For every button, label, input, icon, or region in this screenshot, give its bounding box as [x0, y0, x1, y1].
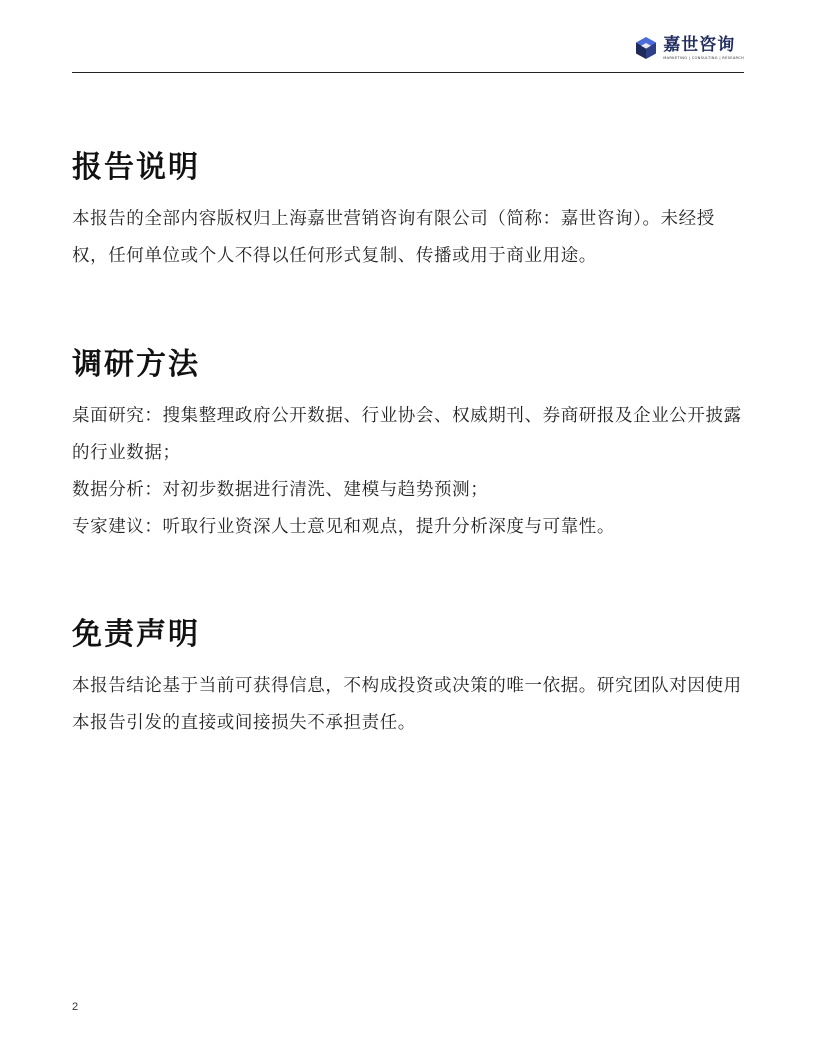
section-report-description — [72, 148, 748, 275]
page-number: 2 — [72, 1001, 79, 1013]
section-title: 调研方法 — [72, 347, 200, 382]
brand-logo — [633, 32, 744, 64]
section-paragraph: 桌面研究：搜集整理政府公开数据、行业协会、权威期刊、券商研报及企业公开披露的行业数据； — [72, 406, 742, 463]
page-header — [72, 0, 744, 73]
section-paragraph: 本报告结论基于当前可获得信息，不构成投资或决策的唯一依据。研究团队对因使用本报告引发的直接或间接损失不承担责任。 — [72, 676, 742, 733]
section-paragraph: 本报告的全部内容版权归上海嘉世营销咨询有限公司（简称：嘉世咨询）。未经授权，任何单位或个人不得以任何形式复制、传播或用于商业用途。 — [72, 209, 715, 266]
section-paragraph: 专家建议：听取行业资深人士意见和观点，提升分析深度与可靠性。 — [72, 517, 615, 537]
section-title: 报告说明 — [72, 150, 200, 185]
brand-name: 嘉世咨询 — [663, 34, 736, 55]
section-title: 免责声明 — [72, 617, 200, 652]
section-paragraph: 数据分析：对初步数据进行清洗、建模与趋势预测； — [72, 480, 489, 500]
section-research-method — [72, 345, 748, 546]
brand-tagline: MARKETING | CONSULTING | RESEARCH — [663, 55, 744, 60]
section-disclaimer — [72, 615, 748, 742]
brand-cube-icon — [633, 35, 659, 61]
